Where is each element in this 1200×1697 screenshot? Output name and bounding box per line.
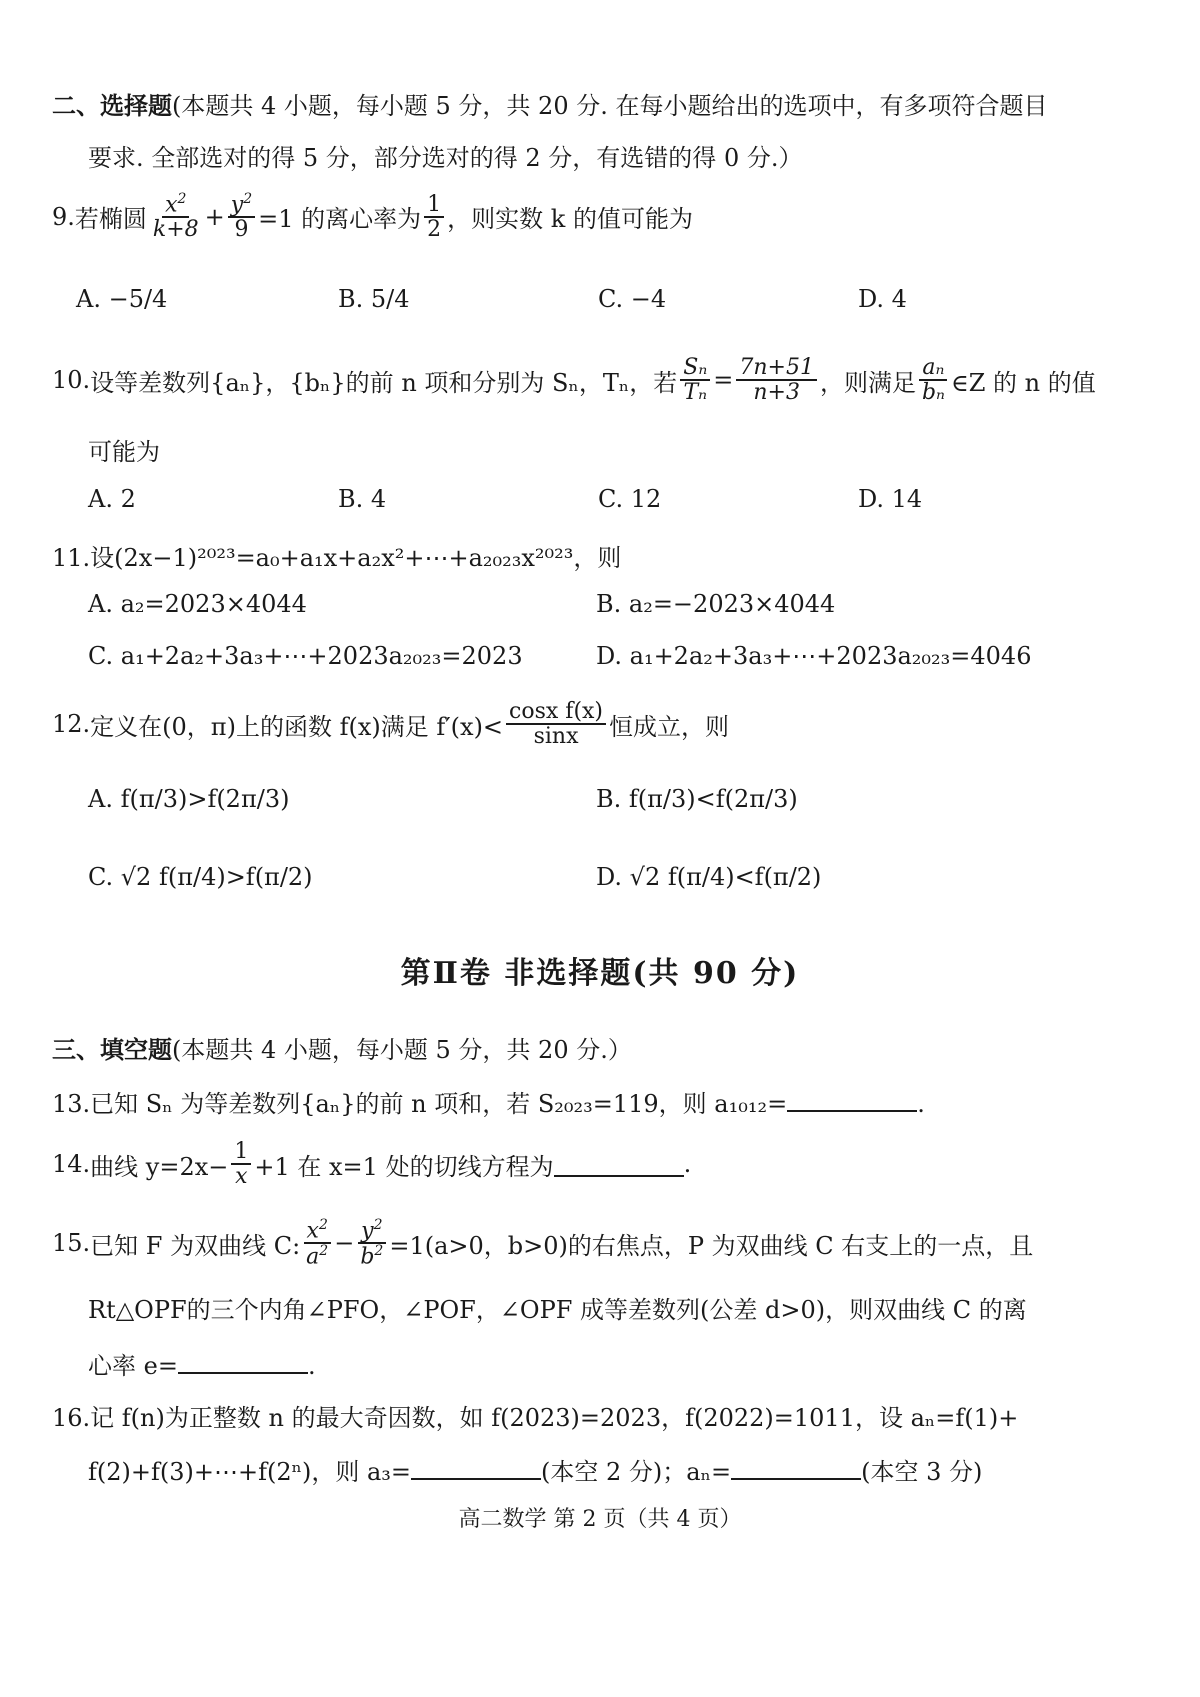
question-13: 13.已知 Sₙ 为等差数列{aₙ}的前 n 项和，若 S₂₀₂₃=119，则 a₁₀₁₂= . [52, 1084, 925, 1119]
q11-option-d[interactable]: D. a₁+2a₂+3a₃+⋯+2023a₂₀₂₃=4046 [596, 642, 1032, 670]
q13-stem: 已知 Sₙ 为等差数列{aₙ}的前 n 项和，若 S₂₀₂₃=119，则 a₁₀₁₂= [90, 1090, 788, 1118]
q15-line2: Rt△OPF的三个内角∠PFO，∠POF，∠OPF 成等差数列(公差 d>0)，则双曲线 C 的离 [88, 1296, 1027, 1324]
q15-line3: 心率 e= . [88, 1346, 316, 1381]
q14-frac: $\frac{1}{x}$ [231, 1140, 251, 1188]
q12-option-a[interactable]: A. f(π/3)>f(2π/3) [88, 785, 290, 813]
question-9: 9. 若椭圆 $\frac{x^2}{k+8}$ + $\frac{y^2}{9}$ =1 的离心率为 $\frac{1}{2}$ ，则实数 k 的值可能为 [52, 191, 693, 243]
q12-option-d[interactable]: D. √2 f(π/4)<f(π/2) [596, 863, 822, 891]
q15-number: 15. [52, 1229, 91, 1258]
section2-title: 二、选择题 [52, 91, 172, 120]
q12-number: 12. [52, 710, 91, 739]
q10-option-b[interactable]: B. 4 [338, 485, 387, 513]
q11-option-c[interactable]: C. a₁+2a₂+3a₃+⋯+2023a₂₀₂₃=2023 [88, 642, 523, 670]
q14-stem-b: +1 在 x=1 处的切线方程为 [254, 1152, 554, 1181]
section2-desc-line2: 要求. 全部选对的得 5 分，部分选对的得 2 分，有选错的得 0 分.） [88, 144, 803, 172]
question-10: 10. 设等差数列{aₙ}，{bₙ}的前 n 项和分别为 Sₙ，Tₙ，若 $\frac{\text{Sₙ}}{\text{Tₙ}}$ = $\frac{7n+51}{n+3}$ ，则满足 $\frac{\text{aₙ}}{\text{bₙ}}$ ∈Z 的 n 的值 [52, 355, 1096, 406]
question-12 [52, 700, 729, 748]
q15-answer-blank[interactable] [178, 1348, 308, 1374]
q9-frac-y: $\frac{y^2}{9}$ [228, 192, 255, 242]
q11-number: 11. [52, 544, 91, 572]
q10-option-d[interactable]: D. 14 [858, 485, 923, 513]
q10-frac-ratio: $\frac{7n+51}{n+3}$ [736, 356, 817, 404]
section3-desc: (本题共 4 小题，每小题 5 分，共 20 分.） [172, 1036, 632, 1064]
section2-header [52, 86, 1047, 121]
section3-title: 三、填空题 [52, 1035, 172, 1064]
q10-frac-st: $\frac{\text{Sₙ}}{\text{Tₙ}}$ [680, 356, 710, 404]
question-14: 14. 曲线 y=2x− $\frac{1}{x}$ +1 在 x=1 处的切线方程为 . [52, 1139, 692, 1190]
q9-frac-half: $\frac{1}{2}$ [424, 193, 444, 241]
question-16 [52, 1398, 1018, 1433]
q16-answer-blank-1[interactable] [411, 1454, 541, 1480]
q12-stem-a: 定义在(0，π)上的函数 f(x)满足 f′(x)< [90, 712, 504, 741]
q10-stem-b: ，则满足 [819, 368, 916, 397]
q9-option-b[interactable]: B. 5/4 [338, 285, 410, 313]
q10-number: 10. [52, 366, 91, 395]
q10-frac-ab: $\frac{\text{aₙ}}{\text{bₙ}}$ [919, 356, 948, 404]
page-footer: 高二数学 第 2 页（共 4 页） [458, 1507, 742, 1532]
section2-desc-line1: (本题共 4 小题，每小题 5 分，共 20 分. 在每小题给出的选项中，有多项符合题目 [172, 92, 1048, 120]
q15-stem-a: 已知 F 为双曲线 C: [90, 1231, 301, 1260]
q10-stem-c: ∈Z 的 n 的值 [950, 368, 1096, 397]
q10-option-a[interactable]: A. 2 [88, 485, 136, 513]
part2-title: 第Ⅱ卷 非选择题(共 90 分) [400, 956, 800, 991]
q9-option-d[interactable]: D. 4 [858, 285, 907, 313]
q12-option-c[interactable]: C. √2 f(π/4)>f(π/2) [88, 863, 313, 891]
q9-frac-x: $\frac{x^2}{k+8}$ [152, 191, 199, 243]
q15-frac-x: $\frac{x^2}{a^2}$ [303, 1218, 331, 1269]
q14-number: 14. [52, 1150, 91, 1179]
q13-answer-blank[interactable] [787, 1086, 917, 1112]
q9-number: 9. [52, 202, 75, 231]
q11-option-b[interactable]: B. a₂=−2023×4044 [596, 590, 836, 618]
q15-stem-b: =1(a>0，b>0)的右焦点，P 为双曲线 C 右支上的一点，且 [389, 1231, 1034, 1260]
q9-stem-b: =1 的离心率为 [258, 205, 422, 234]
q10-option-c[interactable]: C. 12 [598, 485, 662, 513]
q16-answer-blank-2[interactable] [731, 1454, 861, 1480]
section3-header [52, 1030, 632, 1065]
q16-line1: 记 f(n)为正整数 n 的最大奇因数，如 f(2023)=2023，f(2022)=1011，设 aₙ=f(1)+ [90, 1404, 1019, 1432]
q14-answer-blank[interactable] [554, 1151, 684, 1177]
q9-stem-a: 若椭圆 [74, 205, 147, 234]
q10-stem-d: 可能为 [88, 438, 160, 466]
question-15: 15. 已知 F 为双曲线 C: $\frac{x^2}{a^2}$ − $\frac{y^2}{b^2}$ =1(a>0，b>0)的右焦点，P 为双曲线 C 右支上的一点，且 [52, 1217, 1034, 1270]
q16-number: 16. [52, 1404, 91, 1432]
q14-stem-a: 曲线 y=2x− [90, 1152, 229, 1181]
q9-stem-c: ，则实数 k 的值可能为 [447, 205, 693, 234]
q15-frac-y: $\frac{y^2}{b^2}$ [357, 1218, 386, 1269]
q10-stem-a: 设等差数列{aₙ}，{bₙ}的前 n 项和分别为 Sₙ，Tₙ，若 [90, 368, 678, 397]
q13-number: 13. [52, 1090, 91, 1118]
question-11 [52, 538, 621, 573]
q12-frac: $\frac{\text{cosx f(x)}}{\sin x}$ [506, 700, 606, 748]
q12-option-b[interactable]: B. f(π/3)<f(2π/3) [596, 785, 798, 813]
q9-option-a[interactable]: A. −5/4 [76, 285, 168, 313]
q11-stem: 设(2x−1)²⁰²³=a₀+a₁x+a₂x²+⋯+a₂₀₂₃x²⁰²³，则 [90, 544, 622, 572]
q11-option-a[interactable]: A. a₂=2023×4044 [88, 590, 307, 618]
q16-line2: f(2)+f(3)+⋯+f(2ⁿ)，则 a₃= (本空 2 分)；aₙ= (本空 3 分) [88, 1452, 982, 1487]
q12-stem-b: 恒成立，则 [609, 712, 730, 741]
q9-option-c[interactable]: C. −4 [598, 285, 667, 313]
